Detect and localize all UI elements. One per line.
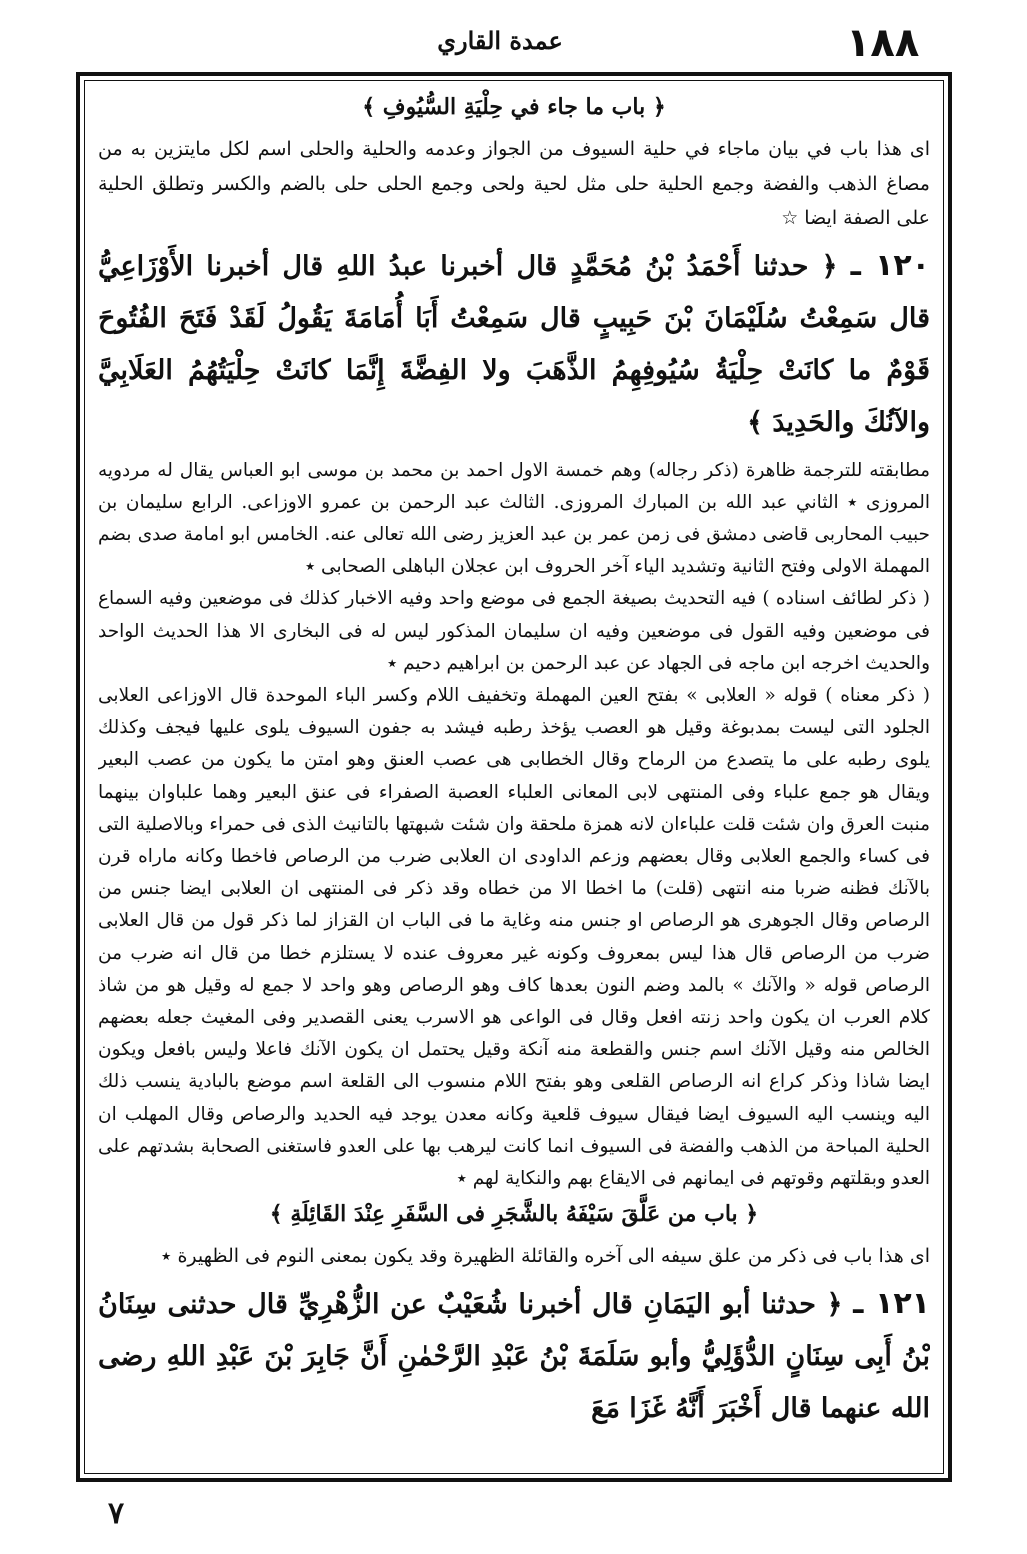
commentary-narrators: مطابقته للترجمة ظاهرة (ذكر رجاله) وهم خمسة الاول احمد بن محمد بن موسى ابو العباس يقال له مردويه المروزى ٭ الثاني عبد الله بن المبارك المروزى. الثالث عبد الرحمن بن عمرو الاوزاعى. الرابع سليمان بن حبيب المحاربى قاضى دمشق فى زمن عمر بن عبد العزيز رضى الله تعالى عنه. الخامس ابو امامة صدى بضم المهملة الاولى وفتح الثانية وتشديد الياء آخر الحروف ابن عجلان الباهلى الصحابى ٭: [98, 459, 930, 578]
commentary-meaning: ( ذكر معناه ) قوله « العلابى » بفتح العين المهملة وتخفيف اللام وكسر الباء الموحدة قال الاوزاعى العلابى الجلود التى ليست بمدبوغة وقيل هو العصب يؤخذ رطبه فيشد به جفون السيوف يلوى عليها فيجف وكذلك يلوى رطبه على ما يتصدع من الرماح وقال الخطابى هى عصب العنق وهو امتن ما يكون من عصب البعير ويقال هو جمع علباء وفى المنتهى لابى المعانى العلباء العصبة الصفراء فى عنق البعير وهما علباوان بينهما منبت العرق وان شئت قلت علباءان لانه همزة ملحقة وان شئت شبهتها بالتانيث الذى فى حمراء وبالاصلية التى فى كساء والجمع العلابى وقال بعضهم وزعم الداودى ان العلابى ضرب من الرصاص فاخطا وكانه ماراه قرن بالآنك فظنه ضربا منه انتهى (قلت) ما اخطا الا من خطاه وقد ذكر فى المنتهى ان العلابى ايضا جنس من الرصاص وقال الجوهرى هو الرصاص او جنس منه وغاية ما فى الباب ان القزاز لما ذكر قول من قال العلابى ضرب من الرصاص قال هذا ليس بمعروف وكونه غير معروف عنده لا يستلزم خطا من قال انه ضرب من الرصاص قوله « والآنك » بالمد وضم النون بعدها كاف وهو الرصاص وهو واحد لا جمع له وقيل هو من شاذ كلام العرب ان يكون واحد زنته افعل وقال فى الواعى هو الاسرب يعنى القصدير وفى المغيث جعله بعضهم الخالص منه وقيل الآنك اسم جنس والقطعة منه آنكة وقيل يحتمل ان يكون الآنك فاعلا وليس بافعل ويكون ايضا شاذا وذكر كراع انه الرصاص القلعى وهو بفتح اللام منسوب الى القلعة اسم موضع بالبادية ينسب ذلك اليه وينسب اليه السيوف ايضا فيقال سيوف قلعية وكانه معدن يوجد فيه الحديد والرصاص وقال المهلب ان الحلية المباحة من الذهب والفضة فى السيوف انما كانت ليرهب بها على العدو فاستغنى الصحابة بشدتهم على العدو وبقلتهم وقوتهم فى ايمانهم فى الايقاع بهم والنكاية لهم ٭: [98, 684, 930, 1189]
hadith-text-2: ﴿ حدثنا أبو اليَمَانِ قال أخبرنا شُعَيْبٌ عن الزُّهْرِيِّ قال حدثنى سِنَانُ بْنُ أَبِى سِنَانٍ الدُّؤَلِيُّ وأبو سَلَمَةَ بْنُ عَبْدِ الرَّحْمٰنِ أَنَّ جَابِرَ بْنَ عَبْدِ اللهِ رضى الله عنهما قال أَخْبَرَ أَنَّهُ غَزَا مَعَ: [98, 1288, 930, 1424]
hadith-text: ﴿ حدثنا أَحْمَدُ بْنُ مُحَمَّدٍ قال أخبرنا عبدُ اللهِ قال أخبرنا الأَوْزَاعِيُّ قال سَمِعْتُ سُلَيْمَانَ بْنَ حَبِيبٍ قال سَمِعْتُ أَبَا أُمَامَةَ يَقُولُ لَقَدْ فَتَحَ الفُتُوحَ قَوْمٌ ما كانَتْ حِلْيَةُ سُيُوفِهِمُ الذَّهَبَ ولا الفِضَّةَ إِنَّمَا كانَتْ حِلْيَتُهُمُ العَلَابِيَّ والآنُكَ والحَدِيدَ ﴾: [98, 250, 930, 438]
chapter-intro-2: اى هذا باب فى ذكر من علق سيفه الى آخره والقائلة الظهيرة وقد يكون بمعنى النوم فى الظهيرة ٭: [161, 1245, 930, 1268]
hadith-120: [98, 240, 930, 449]
chapter-title-hanging-sword: ﴿ باب من عَلَّقَ سَيْفَهُ بالشَّجَرِ فى السَّفَرِ عِنْدَ القَائِلَةِ ﴾: [269, 1201, 759, 1228]
page-content: [98, 88, 930, 1468]
hadith-number: ١٢٠ ـ: [850, 247, 930, 283]
hadith-number-2: ١٢١ ـ: [853, 1285, 930, 1321]
page-header: [0, 0, 1027, 78]
chapter-title-sword-ornaments: ﴿ باب ما جاء في حِلْيَةِ السُّيُوفِ ﴾: [362, 94, 666, 120]
chapter-intro: اى هذا باب في بيان ماجاء في حلية السيوف من الجواز وعدمه والحلية والحلى اسم لكل مايتزين به من مصاغ الذهب والفضة وجمع الحلية حلى مثل لحية ولحى وجمع الحلى حلى بالضم والكسر وتطلق الحلية على الصفة ايضا ☆: [98, 138, 930, 229]
page-number: ١٨٨: [846, 20, 920, 66]
hadith-121: [98, 1278, 930, 1435]
signature-mark: ٧: [108, 1496, 125, 1531]
running-title: عمدة القاري: [437, 26, 563, 55]
commentary-isnad: ( ذكر لطائف اسناده ) فيه التحديث بصيغة الجمع فى موضع واحد وفيه الاخبار كذلك فى موضعين وفيه السماع فى موضعين وفيه القول فى موضعين وفيه ان سليمان المذكور ليس له فى البخارى الا هذا الحديث الواحد والحديث اخرجه ابن ماجه فى الجهاد عن عبد الرحمن بن ابراهيم دحيم ٭: [98, 588, 930, 674]
